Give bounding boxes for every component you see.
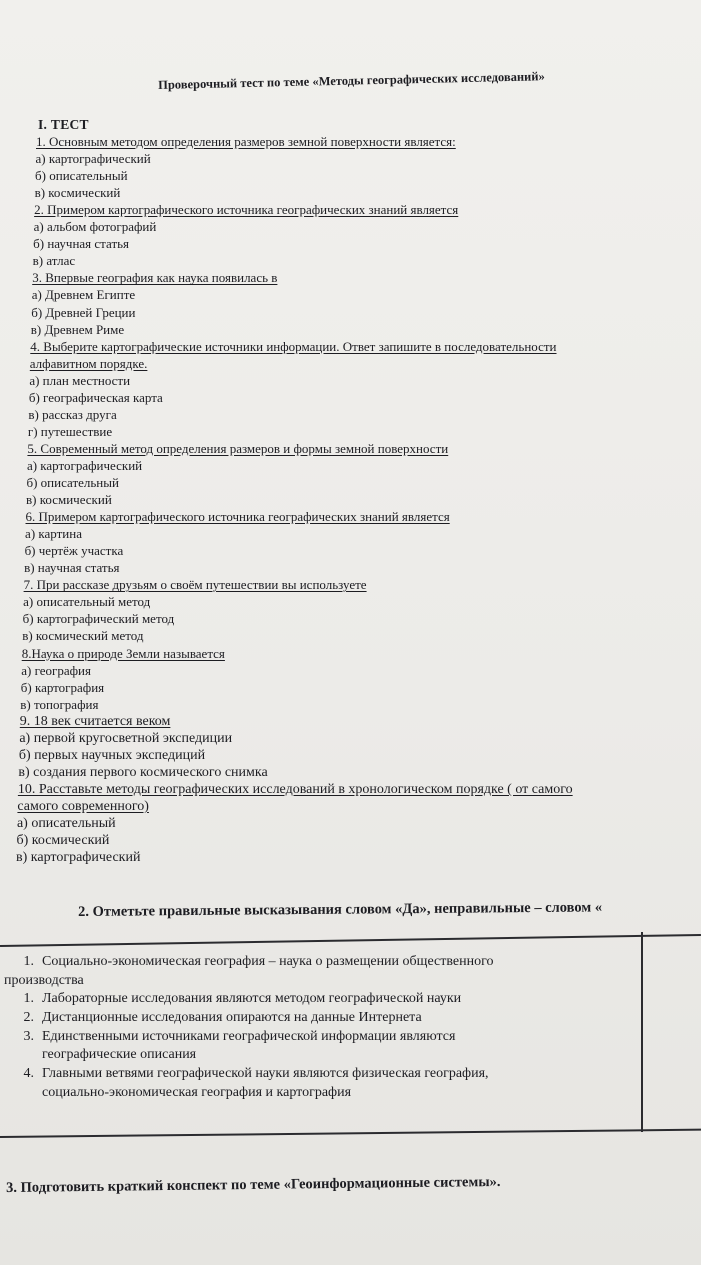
document-title: Проверочный тест по теме «Методы географических исследований» [158,69,545,92]
section-2-heading: 2. Отметьте правильные высказывания словом «Да», неправильные – словом « [78,899,603,920]
statement-text: производства [4,973,84,988]
statement-text: географические описания [42,1047,197,1062]
statement-text: Социально-экономическая география – наука о размещении общественного [42,954,494,969]
answer-option: а) Древнем Египте [31,287,136,303]
table-row [4,972,664,989]
row-number: 1. [23,954,34,969]
statement-text: Единственными источниками географической информации являются [42,1029,456,1044]
answer-option: в) картографический [16,850,141,866]
question-text: 1. Основным методом определения размеров земной поверхности является: [36,134,456,149]
answer-option: в) научная статья [24,560,120,576]
answer-option: в) рассказ друга [28,406,117,422]
question-text: 6. Примером картографического источника географических знаний является [25,509,450,525]
answer-option: а) первой кругосветной экспедиции [19,730,233,746]
table-row [0,953,660,970]
question-text: 7. При рассказе друзьям о своём путешествии вы используете [23,577,367,593]
answer-option: б) географическая карта [28,389,163,405]
answer-option: а) альбом фотографий [33,219,157,235]
row-number: 4. [23,1066,34,1081]
question-text: алфавитном порядке. [29,355,148,371]
table-row [0,1046,660,1063]
row-number: 1. [23,991,34,1006]
answer-option: б) картография [20,679,105,695]
question-text: 10. Расставьте методы географических исследований в хронологическом порядке ( от самого [17,781,573,797]
answer-option: а) описательный [16,816,116,831]
answer-option: в) космический [34,185,121,201]
statement-text: Главными ветвями географической науки являются физическая география, [42,1066,489,1081]
answer-option: в) топография [20,696,99,712]
answer-option: в) космический метод [22,628,144,644]
answer-option: б) космический [16,833,110,849]
question-text: 4. Выберите картографические источники информации. Ответ запишите в последовательности [30,338,557,354]
question-text: 8.Наука о природе Земли называется [21,645,225,661]
answer-option: в) создания первого космического снимка [18,764,268,780]
answer-option: а) картографический [35,151,151,167]
question-text: 2. Примером картографического источника географических знаний является [34,202,459,218]
table-border-bottom [0,1129,701,1138]
answer-option: б) Древней Греции [31,304,136,320]
table-row [0,990,660,1007]
row-number: 2. [23,1010,34,1025]
answer-option: б) описательный [35,168,128,184]
answer-option: в) атлас [32,253,76,269]
answer-option: г) путешествие [27,423,113,439]
answer-option: б) первых научных экспедиций [18,747,206,763]
answer-option: а) картографический [26,457,143,473]
answer-option: б) картографический метод [22,611,175,627]
row-number: 3. [23,1029,34,1044]
answer-option: б) описательный [26,475,119,490]
statement-text: Лабораторные исследования являются методом географической науки [42,991,462,1006]
answer-option: а) описательный метод [23,594,151,610]
true-false-table [0,930,701,1138]
answer-option: б) чертёж участка [24,543,124,559]
answer-option: а) картина [25,526,82,542]
question-text: самого современного) [17,798,149,814]
table-row [0,1065,660,1082]
question-text: 3. Впервые география как наука появилась в [32,270,278,286]
answer-option: в) космический [26,492,112,508]
answer-option: в) Древнем Риме [30,321,125,337]
answer-option: б) научная статья [33,236,130,252]
table-row [0,1028,660,1045]
statement-text: Дистанционные исследования опираются на данные Интернета [42,1010,422,1025]
section-3-heading: 3. Подготовить краткий конспект по теме «Геоинформационные системы». [6,1173,501,1196]
answer-option: а) план местности [29,372,131,388]
question-text: 9. 18 век считается веком [19,713,171,729]
table-row [0,1009,660,1026]
table-border-top [0,934,701,947]
question-text: 5. Современный метод определения размеров и формы земной поверхности [27,440,449,456]
answer-option: а) география [21,662,91,678]
table-row [0,1084,660,1101]
section-1-heading: I. ТЕСТ [38,117,89,132]
statement-text: социально-экономическая география и картография [42,1085,352,1100]
